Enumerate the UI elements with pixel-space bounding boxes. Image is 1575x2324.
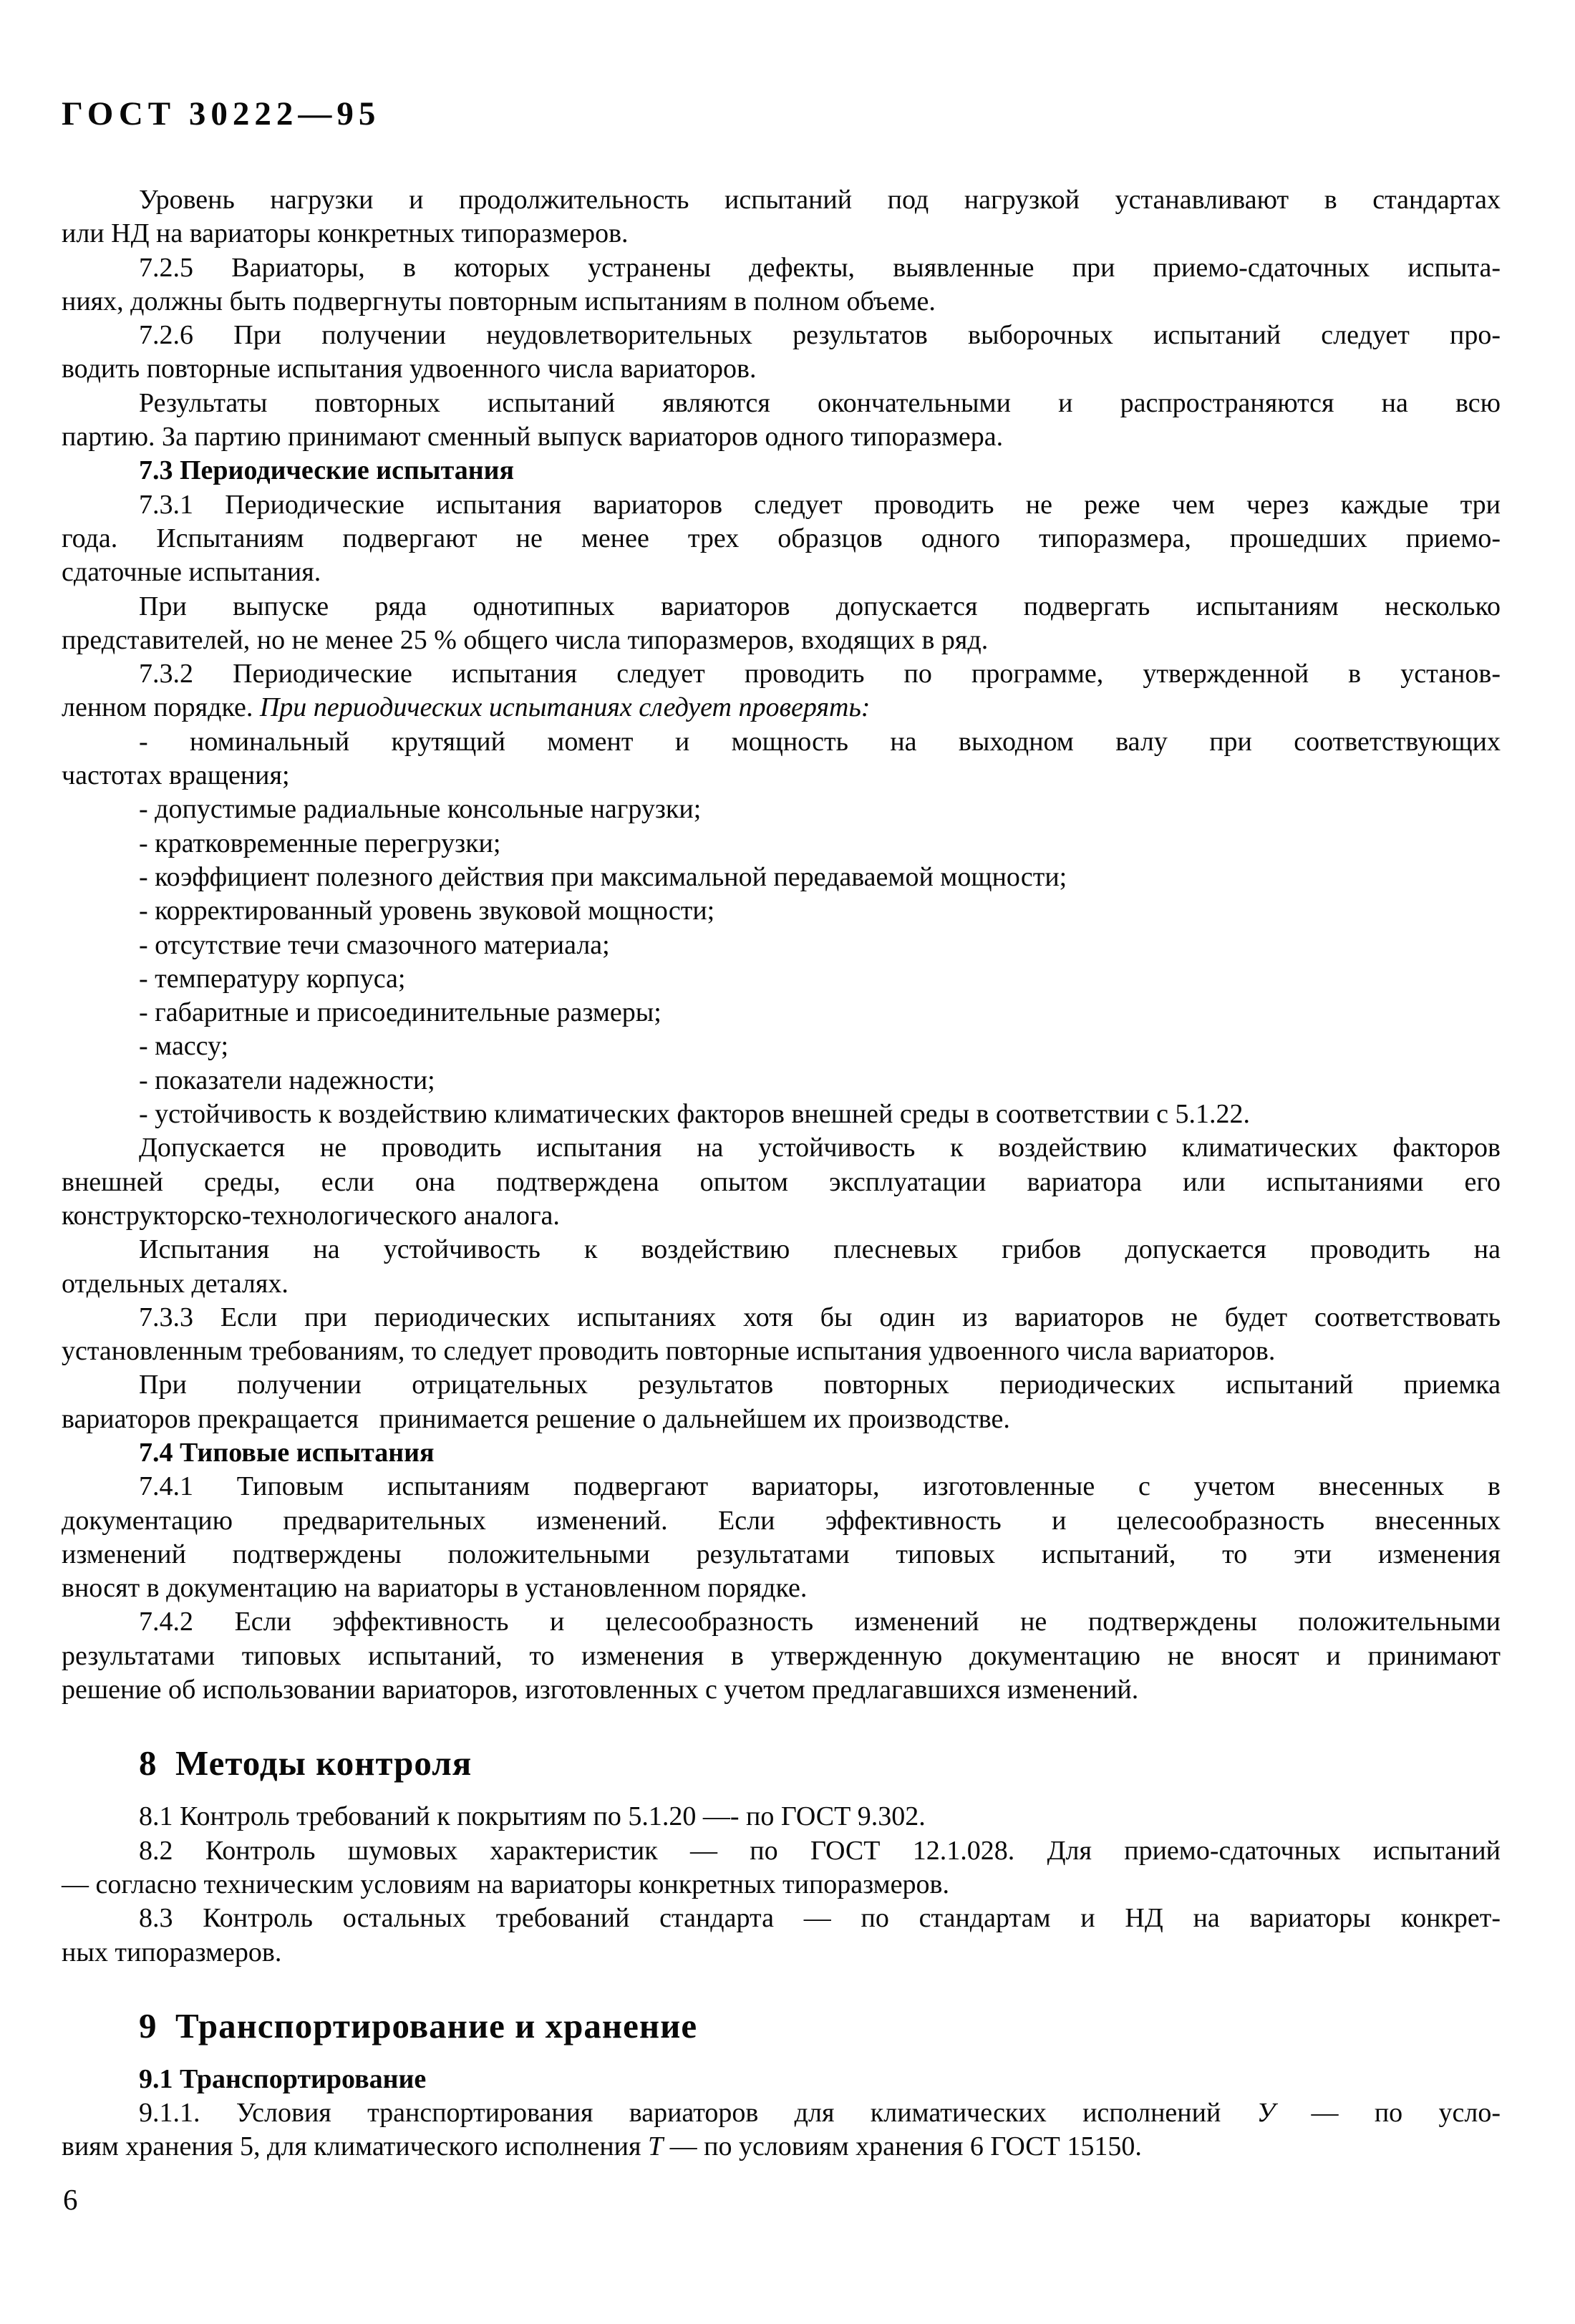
para-negative-results — [62, 1368, 1501, 1436]
text-segment: ленном порядке. — [62, 692, 260, 723]
para-9-1-1 — [62, 2096, 1501, 2164]
text-line: 7.4.1 Типовым испытаниям подвергают вариаторы, изготовленные с учетом внесенных в — [139, 1471, 1501, 1502]
subheading-7-3 — [62, 454, 1501, 488]
italic-text: У — [1256, 2098, 1276, 2129]
text-line: изменений подтверждены положительными результатами типовых испытаний, то эти изменения — [62, 1539, 1501, 1569]
text-line: - температуру корпуса; — [139, 963, 406, 994]
text-line: — согласно техническим условиям на вариаторы конкретных типоразмеров. — [62, 1869, 949, 1899]
text-line: 8.1 Контроль требований к покрытиям по 5.1.20 —- по ГОСТ 9.302. — [139, 1801, 926, 1832]
text-line: 8.2 Контроль шумовых характеристик — по ГОСТ 12.1.028. Для приемо-сдаточных испытаний — [139, 1835, 1501, 1866]
text-line: - кратковременные перегрузки; — [139, 828, 501, 858]
text-line: - номинальный крутящий момент и мощность на выходном валу при соответствующих — [139, 726, 1501, 757]
text-line: вариаторов прекращается принимается решение о дальнейшем их производстве. — [62, 1403, 1010, 1434]
text-line: - габаритные и присоединительные размеры; — [139, 997, 662, 1028]
para-7-2-6 — [62, 319, 1501, 387]
chapter-heading-8 — [62, 1743, 1501, 1784]
text-line: Испытания на устойчивость к воздействию плесневых грибов допускается проводить на — [139, 1234, 1501, 1265]
text-line: представителей, но не менее 25 % общего числа типоразмеров, входящих в ряд. — [62, 624, 989, 655]
para-7-4-1 — [62, 1470, 1501, 1605]
text-line: - устойчивость к воздействию климатических факторов внешней среды в соответствии с 5.1.22. — [139, 1099, 1251, 1130]
text-line: ных типоразмеров. — [62, 1937, 282, 1967]
chapter-heading-9 — [62, 2005, 1501, 2047]
text-line: 7.3 Периодические испытания — [139, 455, 515, 486]
text-line: 8 Методы контроля — [139, 1743, 472, 1783]
text-line: 7.2.5 Вариаторы, в которых устранены дефекты, выявленные при приемо-сдаточных испыта- — [139, 252, 1501, 283]
text-line: установленным требованиям, то следует проводить повторные испытания удвоенного числа вариаторов. — [62, 1336, 1276, 1367]
text-line: отдельных деталях. — [62, 1268, 289, 1299]
text-line: водить повторные испытания удвоенного числа вариаторов. — [62, 354, 757, 384]
text-line: 9.1 Транспортирование — [139, 2063, 427, 2094]
text-line: - массу; — [139, 1031, 229, 1062]
text-segment: — по усло- — [1275, 2098, 1501, 2129]
text-line: 9 Транспортирование и хранение — [139, 2005, 698, 2045]
subheading-7-4 — [62, 1436, 1501, 1470]
para-load-level — [62, 183, 1501, 251]
text-segment: виям хранения 5, для климатического исполнения — [62, 2131, 648, 2162]
text-line: результатами типовых испытаний, то изменения в утвержденную документацию не вносят и принимают — [62, 1640, 1501, 1671]
italic-text: При периодических испытаниях следует проверять: — [259, 692, 871, 723]
para-8-1 — [62, 1800, 1501, 1834]
text-line: 7.4.2 Если эффективность и целесообразность изменений не подтверждены положительными — [139, 1607, 1501, 1637]
text-line: решение об использовании вариаторов, изготовленных с учетом предлагавшихся изменений. — [62, 1675, 1139, 1705]
text-line: или НД на вариаторы конкретных типоразмеров. — [62, 218, 629, 249]
text-line — [62, 691, 1501, 725]
text-line: При выпуске ряда однотипных вариаторов допускается подвергать испытаниям несколько — [139, 591, 1501, 621]
subheading-9-1 — [62, 2063, 1501, 2096]
text-line: внешней среды, если она подтверждена опытом эксплуатации вариатора или испытаниями его — [62, 1166, 1501, 1197]
text-line: Результаты повторных испытаний являются окончательными и распространяются на всю — [139, 387, 1501, 418]
text-line: конструкторско-технологического аналога. — [62, 1200, 560, 1231]
para-climate-exemption — [62, 1131, 1501, 1233]
running-header: ГОСТ 30222—95 — [62, 95, 381, 132]
para-7-3-1 — [62, 488, 1501, 590]
text-line: - коэффициент полезного действия при максимальной передаваемой мощности; — [139, 861, 1067, 892]
text-line: При получении отрицательных результатов повторных периодических испытаний приемка — [139, 1370, 1501, 1400]
italic-text: Т — [648, 2131, 664, 2162]
text-line: - отсутствие течи смазочного материала; — [139, 929, 610, 960]
text-line: 7.2.6 При получении неудовлетворительных результатов выборочных испытаний следует про- — [139, 320, 1501, 351]
para-8-2 — [62, 1834, 1501, 1902]
text-line: 7.3.3 Если при периодических испытаниях хотя бы один из вариаторов не будет соответствовать — [139, 1302, 1501, 1332]
text-line: - корректированный уровень звуковой мощности; — [139, 896, 715, 926]
document-body — [62, 183, 1501, 2164]
text-line: - показатели надежности; — [139, 1065, 435, 1095]
text-line: года. Испытаниям подвергают не менее трех образцов одного типоразмера, прошедших приемо- — [62, 523, 1501, 553]
text-line: ниях, должны быть подвергнуты повторным испытаниям в полном объеме. — [62, 286, 936, 316]
para-series-release — [62, 590, 1501, 658]
text-line: частотах вращения; — [62, 760, 290, 791]
list-periodic-checks — [62, 725, 1501, 1132]
text-line: 8.3 Контроль остальных требований стандарта — по стандартам и НД на вариаторы конкрет- — [139, 1903, 1501, 1934]
text-line: Допускается не проводить испытания на устойчивость к воздействию климатических факторов — [139, 1133, 1501, 1163]
text-line: Уровень нагрузки и продолжительность испытаний под нагрузкой устанавливают в стандартах — [139, 185, 1501, 215]
text-line — [62, 2096, 1501, 2130]
text-line: 7.4 Типовые испытания — [139, 1437, 435, 1468]
page-number: 6 — [63, 2183, 78, 2216]
text-line: сдаточные испытания. — [62, 557, 321, 588]
text-line: 7.3.1 Периодические испытания вариаторов следует проводить не реже чем через каждые три — [139, 489, 1501, 520]
para-7-4-2 — [62, 1605, 1501, 1707]
para-7-2-5 — [62, 251, 1501, 319]
text-line: вносят в документацию на вариаторы в установленном порядке. — [62, 1573, 808, 1604]
text-segment: — по условиям хранения 6 ГОСТ 15150. — [663, 2131, 1142, 2162]
text-line: партию. За партию принимают сменный выпуск вариаторов одного типоразмера. — [62, 422, 1004, 452]
text-segment: 9.1.1. Условия транспортирования вариаторов для климатических исполнений — [139, 2098, 1257, 2129]
para-7-3-2 — [62, 657, 1501, 725]
text-line: документацию предварительных изменений. Если эффективность и целесообразность внесенных — [62, 1505, 1501, 1536]
para-7-3-3 — [62, 1301, 1501, 1369]
text-line: - допустимые радиальные консольные нагрузки; — [139, 794, 702, 825]
para-8-3 — [62, 1902, 1501, 1970]
text-line: 7.3.2 Периодические испытания следует проводить по программе, утвержденной в установ- — [139, 659, 1501, 689]
text-line — [62, 2130, 1501, 2164]
para-mold-tests — [62, 1233, 1501, 1301]
para-repeat-results — [62, 387, 1501, 455]
